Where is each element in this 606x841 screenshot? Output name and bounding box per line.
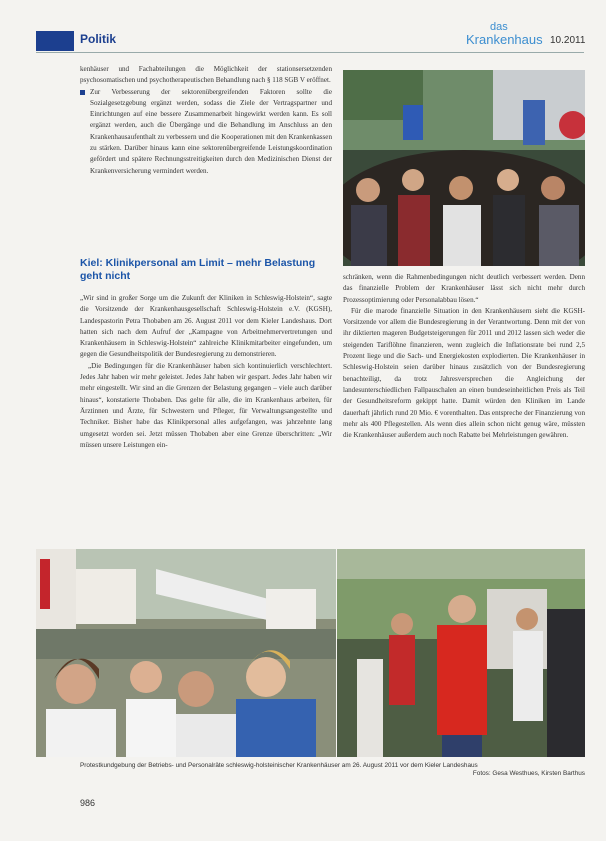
- magazine-logo: [466, 22, 543, 46]
- logo-line-1: das: [490, 21, 508, 33]
- intro-paragraph: kenhäuser und Fachabteilungen die Möglichkeit der stationsersetzenden psychosomatischen und psychotherapeutischen Behandlung nach § 118 SGB V eröffnet.: [80, 65, 332, 85]
- article-paragraph-2: „Die Bedingungen für die Krankenhäuser haben sich kontinuierlich verschlechtert. Jedes Jahr haben wir mehr geleistet. Jedes Jahr haben wir gespart. Jedes Jahr haben wir mehr eingestellt. Wir sind an die Grenzen der Belastung gegangen – viele auch darüber hinaus“, konstatierte Thobaben. Das gelte für alle, die im Krankenhaus arbeiten, für Ärztinnen und Ärzte, für Schwestern und Pfleger, für Verwaltungsangestellte und Techniker. Bisher habe das Klinikpersonal alles aufgefangen, was jahrzehnte lang umgesetzt worden sei. Jetzt müssen Thobaben aber eine Grenze überschritten: „Wir müssen unsere Leistungen ein-: [80, 361, 332, 449]
- header-divider: [36, 52, 584, 53]
- photo-protesters-clapping: [36, 549, 336, 757]
- column-right-article: [343, 272, 585, 441]
- section-marker: [36, 31, 74, 51]
- photo-credit: Fotos: Gesa Westhues, Kirsten Barthus: [472, 770, 585, 777]
- column-left-top: [80, 64, 332, 177]
- bullet-paragraph: Zur Verbesserung der sektorenübergreifenden Faktoren sollte die Sozialgesetzgebung ergänzt werden, sodass die Ziele der Vertragspartner und Einrichtungen auf eine bessere Zusammenarbeit hingewirkt werden kann. Es soll ergänzt werden, auch die Übergänge und die Behandlung im Anschluss an den Krankenhausaufenthalt zu verbessern und die Kooperationen mit den Krankenkassen zu stärken. Darüber hinaus kann eine sektorenübergreifende Leistungskoordination gefördert und spätere Rechnungsstreitigkeiten durch den Medizinischen Dienst der Krankenversicherung vermindert werden.: [80, 87, 332, 177]
- article-paragraph-3: schränken, wenn die Rahmenbedingungen nicht deutlich verbessert werden. Denn das finanzielle Problem der Krankenhäuser lässt sich nicht mehr durch Prozessoptimierung oder Personalabbau lösen.“: [343, 273, 585, 304]
- photo-protester-red-shirt: [337, 549, 585, 757]
- photo-caption: Protestkundgebung der Betriebs- und Personalräte schleswig-holsteinischer Krankenhäuser am 26. August 2011 vor dem Kieler Landeshaus: [80, 762, 478, 769]
- article-paragraph-4: Für die marode finanzielle Situation in den Krankenhäusern sieht die KGSH-Vorsitzende vor allem die Bundesregierung in der Verantwortung. Denn mit der von ihr diktierten mageren Budgetsteigerungen für 2011 und 2012 lassen sich weder die steigenden Tariflöhne finanzieren, wenn zugleich die Inflationsrate bei rund 2,5 Prozent liege und die Sach- und Energiekosten explodierten. Die Krankenhäuser in Schleswig-Holstein seien darüber hinaus zusätzlich von der Bundesregierung benachteiligt, da trotz Jahresversprechen die Angleichung der landesunterschiedlichen Fallpauschalen an einen bundeseinheitlichen Preis als Teil der Gesundheitsreform gekippt hatte. Damit würden den Kliniken im Lande dauerhaft jährlich rund 20 Mio. € vorenthalten. Das entspreche der Finanzierung von mehr als 400 Pflegestellen. Als wenn dies allein schon nicht genug wäre, müssten die Krankenhäuser außerdem auch noch Rabatte bei Mehrleistungen gewähren.: [343, 306, 585, 440]
- article-heading: Kiel: Klinikpersonal am Limit – mehr Belastung geht nicht: [80, 257, 316, 282]
- page-number: 986: [80, 798, 96, 808]
- column-left-article: [80, 293, 332, 451]
- article-paragraph-1: „Wir sind in großer Sorge um die Zukunft der Kliniken in Schleswig-Holstein“, sagte die Vorsitzende der Krankenhausgesellschaft Schleswig-Holstein e.V. (KGSH), Landespastorin Petra Thobaben am 26. August 2011 vor dem Kieler Landeshaus. Dort hatten sich nach dem Aufruf der „Kampagne von Arbeitnehmervertretungen und Krankenhäusern in Schleswig-Holstein“ zahlreiche Klinikmitarbeiter eingefunden, um gegen die Gesundheitspolitik der Bundesregierung zu demonstrieren.: [80, 294, 332, 359]
- section-title: Politik: [80, 32, 117, 46]
- issue-number: 10.2011: [550, 35, 586, 46]
- logo-line-2: Krankenhaus: [466, 32, 543, 47]
- photo-crowd-demonstration: [343, 70, 585, 266]
